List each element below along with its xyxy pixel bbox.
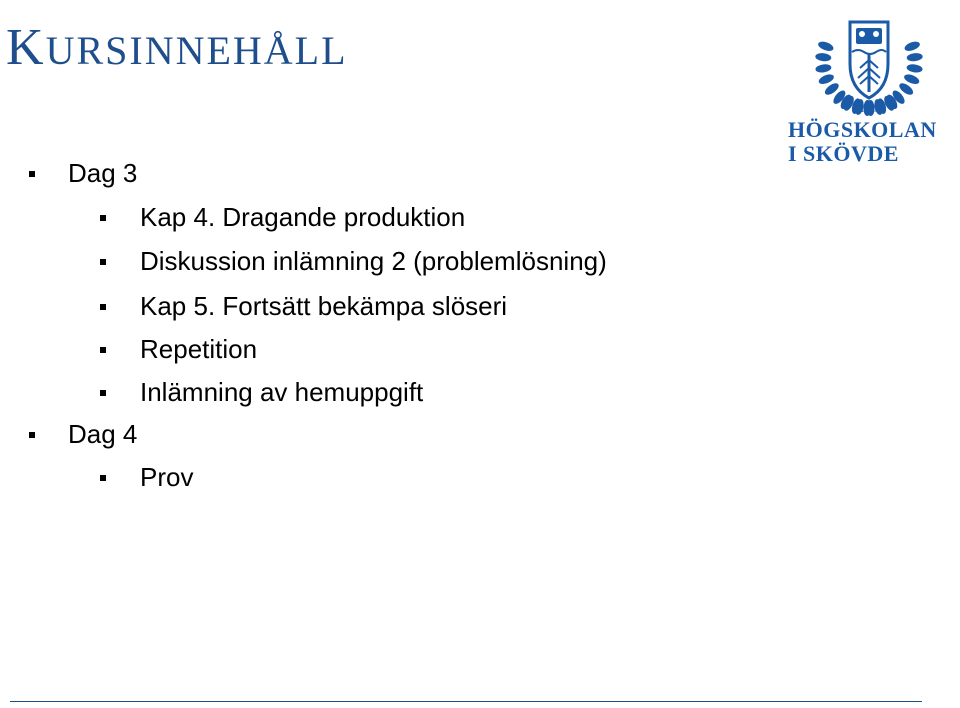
laurel-leaf [903,72,921,85]
bullet-marker-icon [100,347,106,353]
bullet-marker-icon [29,432,35,438]
university-name-line2: I SKÖVDE [788,141,899,166]
outline-item-level2: Kap 4. Dragande produktion [140,202,466,232]
laurel-leaf [906,63,923,73]
bullet-marker-icon [100,475,106,481]
bullet-marker-icon [29,171,35,177]
laurel-leaf [906,52,923,62]
laurel-leaf [817,72,835,85]
outline-item-level2: Kap 5. Fortsätt bekämpa slöseri [140,291,508,321]
bullet-marker-icon [100,304,106,310]
bullet-marker-icon [100,390,106,396]
laurel-leaf [817,40,835,53]
university-name-line1: HÖGSKOLAN [788,117,937,142]
laurel-leaf [815,52,832,62]
outline-item-level2: Inlämning av hemuppgift [140,377,424,407]
logo-year: 1977 [860,104,878,114]
bottom-divider [10,701,922,702]
bullet-marker-icon [100,215,106,221]
slide-title-initial: K [6,19,46,76]
bullet-marker-icon [100,259,106,265]
slide-title-rest: URSINNEHÅLL [45,28,348,73]
outline-item-level2: Diskussion inlämning 2 (problemlösning) [140,246,607,276]
outline-item-level2: Prov [140,462,194,492]
laurel-seal-icon [815,22,923,116]
outline-item-level1: Dag 4 [68,419,138,449]
university-name [788,118,937,166]
laurel-leaf [815,63,832,73]
outline-item-level1: Dag 3 [68,158,138,188]
outline-item-level2: Repetition [140,334,258,364]
laurel-leaf [903,40,921,53]
